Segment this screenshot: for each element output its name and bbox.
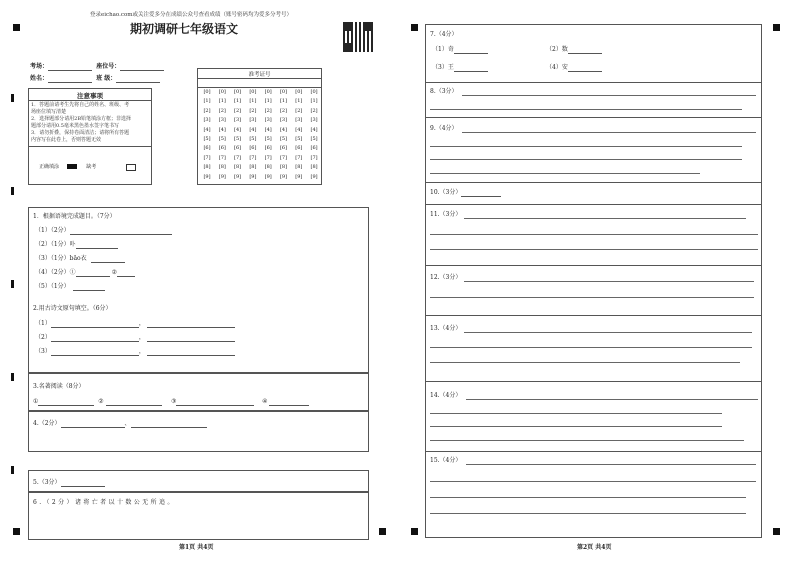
admission-bubble[interactable]: [1] bbox=[310, 98, 318, 105]
footer-left: 第1页 共4页 bbox=[179, 544, 214, 551]
q2-1a-answer[interactable] bbox=[51, 320, 139, 328]
q15-answer-line[interactable] bbox=[430, 497, 746, 498]
admission-bubble[interactable]: [3] bbox=[264, 117, 272, 124]
admission-column bbox=[277, 89, 291, 183]
admission-bubble[interactable]: [0] bbox=[310, 89, 318, 95]
admission-bubble[interactable]: [4] bbox=[234, 126, 242, 133]
exam-room-field[interactable] bbox=[48, 63, 92, 71]
admission-bubble[interactable]: [5] bbox=[295, 135, 303, 142]
admission-bubble[interactable]: [8] bbox=[203, 164, 211, 171]
notes-header: 注意事项 bbox=[77, 92, 103, 100]
q5-title: 5.（3分） bbox=[33, 479, 61, 486]
admission-bubble[interactable]: [2] bbox=[310, 107, 318, 114]
q9-answer-line[interactable] bbox=[462, 132, 756, 133]
admission-bubble[interactable]: [9] bbox=[310, 173, 318, 180]
admission-bubble[interactable]: [7] bbox=[218, 154, 226, 161]
admission-bubble[interactable]: [9] bbox=[295, 173, 303, 180]
exam-room-label: 考场： bbox=[30, 63, 49, 70]
admission-bubble[interactable]: [7] bbox=[234, 154, 242, 161]
q2-1b-answer[interactable] bbox=[147, 320, 235, 328]
admission-bubble[interactable]: [7] bbox=[279, 154, 288, 161]
admission-bubble[interactable]: [0] bbox=[234, 89, 242, 95]
admission-bubble[interactable]: [7] bbox=[310, 154, 318, 161]
q1-4b-answer[interactable] bbox=[117, 269, 135, 277]
q1-2-answer[interactable] bbox=[76, 241, 118, 249]
q10-answer[interactable] bbox=[461, 189, 501, 197]
q6-box bbox=[28, 492, 369, 540]
q12-answer-line[interactable] bbox=[430, 297, 754, 298]
q3-box: 3.名著阅读（8分） ① ② ③ ④ bbox=[28, 373, 369, 411]
right-answer-box: 7.（4分） （1）奇 （2）数 （3）王 （4）安 8.（3分） 9.（4分） 10.（3分） 11.（3分） 12.（3分） 13.（4分） 14.（4分） 15.（4分） bbox=[425, 24, 762, 538]
admission-bubble[interactable]: [2] bbox=[264, 107, 272, 114]
admission-bubble[interactable]: [2] bbox=[234, 107, 242, 114]
admission-bubble[interactable]: [9] bbox=[234, 173, 242, 180]
q8-answer-line[interactable] bbox=[430, 109, 742, 110]
admission-column bbox=[246, 89, 260, 183]
q13-answer-line[interactable] bbox=[430, 362, 740, 363]
notes-text: 1．答题前请考生先将自己的姓名、班级、考 场座位填写清楚 2．选择题部分请用2B铅笔填涂方框；非选择 题部分请用0.5毫米黑色墨水签字笔书写 3．请勿折叠，保持卷面清洁；请将所有答题 内容写在此卷上，否则答题无效 bbox=[31, 102, 132, 143]
admission-bubble[interactable]: [3] bbox=[295, 117, 303, 124]
name-label: 姓名： bbox=[30, 75, 49, 82]
q14-answer-line[interactable] bbox=[466, 399, 758, 400]
q3-4-answer[interactable] bbox=[269, 398, 309, 406]
admission-bubble[interactable]: [8] bbox=[310, 164, 318, 171]
admission-bubble[interactable]: [8] bbox=[295, 164, 303, 171]
admission-bubble[interactable]: [4] bbox=[249, 126, 257, 133]
admission-bubble[interactable]: [6] bbox=[264, 145, 272, 152]
admission-bubble[interactable]: [0] bbox=[295, 89, 303, 95]
admission-bubble[interactable]: [4] bbox=[295, 126, 303, 133]
q8-answer-line[interactable] bbox=[462, 95, 756, 96]
admission-bubble[interactable]: [9] bbox=[279, 173, 288, 180]
admission-bubble[interactable]: [5] bbox=[264, 135, 272, 142]
q11-answer-line[interactable] bbox=[464, 218, 746, 219]
q5-box bbox=[28, 470, 369, 492]
admission-column bbox=[292, 89, 306, 183]
top-notice: 登录eichao.com或关注爱多分在成绩公众号查看成绩（账号密码均为爱多分考号） bbox=[90, 12, 292, 18]
q3-1-answer[interactable] bbox=[38, 398, 94, 406]
q1-1-answer[interactable] bbox=[70, 227, 172, 235]
filled-sample bbox=[67, 164, 77, 169]
admission-bubble[interactable]: [8] bbox=[249, 164, 257, 171]
admission-bubble[interactable]: [0] bbox=[279, 89, 288, 95]
admission-bubble[interactable]: [1] bbox=[203, 98, 211, 105]
q1-3-answer[interactable] bbox=[91, 255, 125, 263]
q9-answer-line[interactable] bbox=[430, 159, 742, 160]
admission-bubble[interactable]: [3] bbox=[310, 117, 318, 124]
admission-bubble[interactable]: [0] bbox=[203, 89, 211, 95]
admission-bubble[interactable]: [9] bbox=[249, 173, 257, 180]
admission-bubble[interactable]: [8] bbox=[279, 164, 288, 171]
q8-title: 8.（3分） bbox=[430, 88, 458, 95]
q15-title: 15.（4分） bbox=[430, 457, 462, 464]
admission-bubble[interactable]: [7] bbox=[203, 154, 211, 161]
admission-bubble[interactable]: [6] bbox=[310, 145, 318, 152]
name-field[interactable] bbox=[48, 75, 92, 83]
q13-title: 13.（4分） bbox=[430, 325, 462, 332]
admission-bubble[interactable]: [6] bbox=[218, 145, 226, 152]
q13-answer-line[interactable] bbox=[430, 347, 752, 348]
notes-box bbox=[28, 88, 152, 185]
q7-2-answer[interactable] bbox=[568, 46, 602, 54]
admission-bubble[interactable]: [0] bbox=[264, 89, 272, 95]
page-title: 期初调研七年级语文 bbox=[130, 22, 239, 36]
admission-bubble[interactable]: [7] bbox=[249, 154, 257, 161]
corner-mark bbox=[773, 24, 780, 31]
q15-answer-line[interactable] bbox=[466, 464, 756, 465]
q14-title: 14.（4分） bbox=[430, 392, 462, 399]
qr-code bbox=[343, 22, 373, 52]
footer-right: 第2页 共4页 bbox=[577, 544, 612, 551]
q11-answer-line[interactable] bbox=[430, 249, 758, 250]
admission-bubble[interactable]: [4] bbox=[264, 126, 272, 133]
seat-label: 座位号： bbox=[96, 63, 121, 70]
absent-checkbox[interactable] bbox=[126, 164, 136, 171]
q7-3-answer[interactable] bbox=[454, 64, 488, 72]
admission-bubble[interactable]: [7] bbox=[295, 154, 303, 161]
admission-bubble[interactable]: [9] bbox=[218, 173, 226, 180]
timing-mark bbox=[11, 466, 14, 474]
timing-mark bbox=[11, 373, 14, 381]
q12-answer-line[interactable] bbox=[464, 281, 754, 282]
admission-column bbox=[231, 89, 245, 183]
admission-bubble[interactable]: [6] bbox=[295, 145, 303, 152]
admission-bubble[interactable]: [5] bbox=[218, 135, 226, 142]
admission-bubble[interactable]: [8] bbox=[234, 164, 242, 171]
q3-3-answer[interactable] bbox=[176, 398, 254, 406]
admission-bubble[interactable]: [2] bbox=[279, 107, 288, 114]
class-label: 班 级： bbox=[96, 75, 117, 82]
q3-title: 3.名著阅读（8分） bbox=[33, 383, 85, 390]
q14-answer-line[interactable] bbox=[430, 426, 722, 427]
admission-bubble[interactable]: [2] bbox=[218, 107, 226, 114]
admission-bubble[interactable]: [4] bbox=[310, 126, 318, 133]
q5-answer[interactable] bbox=[61, 479, 105, 487]
timing-mark bbox=[11, 280, 14, 288]
admission-bubble[interactable]: [6] bbox=[234, 145, 242, 152]
admission-bubble[interactable]: [2] bbox=[295, 107, 303, 114]
class-field[interactable] bbox=[116, 75, 160, 83]
admission-bubble[interactable]: [5] bbox=[279, 135, 288, 142]
q4-title: 4.（2分） bbox=[33, 420, 61, 427]
q4-b-answer[interactable] bbox=[131, 420, 207, 428]
q2-3b-answer[interactable] bbox=[147, 348, 235, 356]
admission-bubble[interactable]: [1] bbox=[264, 98, 272, 105]
admission-bubble[interactable]: [9] bbox=[203, 173, 211, 180]
corner-mark bbox=[13, 528, 20, 535]
q14-answer-line[interactable] bbox=[430, 440, 744, 441]
corner-mark bbox=[411, 24, 418, 31]
q1-4a-answer[interactable] bbox=[76, 269, 110, 277]
admission-bubble[interactable]: [0] bbox=[249, 89, 257, 95]
admission-column bbox=[261, 89, 275, 183]
q7-1-answer[interactable] bbox=[454, 46, 488, 54]
q7-title: 7.（4分） bbox=[430, 31, 458, 38]
admission-bubble[interactable]: [7] bbox=[264, 154, 272, 161]
admission-bubble[interactable]: [9] bbox=[264, 173, 272, 180]
q12-title: 12.（3分） bbox=[430, 274, 462, 281]
admission-bubble[interactable]: [5] bbox=[203, 135, 211, 142]
admission-bubble[interactable]: [2] bbox=[249, 107, 257, 114]
admission-bubble[interactable]: [3] bbox=[279, 117, 288, 124]
admission-bubble[interactable]: [2] bbox=[203, 107, 211, 114]
admission-column bbox=[307, 89, 321, 183]
admission-bubble[interactable]: [6] bbox=[279, 145, 288, 152]
q15-answer-line[interactable] bbox=[430, 481, 756, 482]
q11-answer-line[interactable] bbox=[430, 234, 758, 235]
q3-2-answer[interactable] bbox=[106, 398, 162, 406]
q4-a-answer[interactable] bbox=[61, 420, 125, 428]
admission-bubble[interactable]: [5] bbox=[310, 135, 318, 142]
q13-answer-line[interactable] bbox=[464, 332, 752, 333]
q1-q2-box: 1．根据语境完成题目。（7分） （1）（2分） （2）（1分）卟 （3）（1分）bāo衣 （4）（2分）① ② （5）（1分） 2.用古诗文原句填空。（6分） （1） ， （2） ， （3） ， bbox=[28, 207, 369, 373]
admission-bubble[interactable]: [6] bbox=[203, 145, 211, 152]
q10-title: 10.（3分） bbox=[430, 189, 462, 196]
admission-column bbox=[200, 89, 214, 183]
q15-answer-line[interactable] bbox=[430, 513, 746, 514]
admission-bubble[interactable]: [1] bbox=[295, 98, 303, 105]
q1-5-answer[interactable] bbox=[73, 283, 105, 291]
admission-bubble[interactable]: [6] bbox=[249, 145, 257, 152]
timing-mark bbox=[11, 187, 14, 195]
admission-bubble[interactable]: [3] bbox=[234, 117, 242, 124]
admission-bubble[interactable]: [3] bbox=[249, 117, 257, 124]
admission-header: 准考证号 bbox=[248, 72, 271, 78]
admission-bubble[interactable]: [1] bbox=[249, 98, 257, 105]
admission-grid bbox=[197, 68, 322, 185]
admission-bubble[interactable]: [4] bbox=[218, 126, 226, 133]
admission-bubble[interactable]: [3] bbox=[203, 117, 211, 124]
q2-2b-answer[interactable] bbox=[147, 334, 235, 342]
admission-bubble[interactable]: [8] bbox=[264, 164, 272, 171]
q2-title: 2.用古诗文原句填空。（6分） bbox=[33, 305, 112, 312]
q1-title: 1．根据语境完成题目。（7分） bbox=[33, 213, 116, 220]
admission-bubble[interactable]: [4] bbox=[203, 126, 211, 133]
corner-mark bbox=[411, 528, 418, 535]
admission-column bbox=[215, 89, 229, 183]
q4-box: 4.（2分） 、 bbox=[28, 411, 369, 452]
q2-3a-answer[interactable] bbox=[51, 348, 139, 356]
admission-bubble[interactable]: [1] bbox=[218, 98, 226, 105]
q9-title: 9.（4分） bbox=[430, 125, 458, 132]
admission-bubble[interactable]: [3] bbox=[218, 117, 226, 124]
q11-title: 11.（3分） bbox=[430, 211, 462, 218]
absent-label: 缺考 bbox=[86, 164, 97, 170]
admission-bubble[interactable]: [1] bbox=[234, 98, 242, 105]
q9-answer-line[interactable] bbox=[430, 173, 700, 174]
seat-field[interactable] bbox=[120, 63, 164, 71]
q2-2a-answer[interactable] bbox=[51, 334, 139, 342]
corner-mark bbox=[13, 24, 20, 31]
q14-answer-line[interactable] bbox=[430, 413, 722, 414]
q7-4-answer[interactable] bbox=[568, 64, 602, 72]
admission-bubble[interactable]: [0] bbox=[218, 89, 226, 95]
corner-mark bbox=[379, 528, 386, 535]
admission-bubble[interactable]: [1] bbox=[279, 98, 288, 105]
admission-bubble[interactable]: [4] bbox=[279, 126, 288, 133]
admission-bubble[interactable]: [5] bbox=[249, 135, 257, 142]
corner-mark bbox=[773, 528, 780, 535]
timing-mark bbox=[11, 94, 14, 102]
q9-answer-line[interactable] bbox=[430, 146, 742, 147]
filled-label: 正确填涂 bbox=[39, 164, 60, 170]
admission-bubble[interactable]: [5] bbox=[234, 135, 242, 142]
q6-title: 6.（2分）诸将亡者以十数公无所追。 bbox=[33, 499, 176, 506]
admission-bubble[interactable]: [8] bbox=[218, 164, 226, 171]
